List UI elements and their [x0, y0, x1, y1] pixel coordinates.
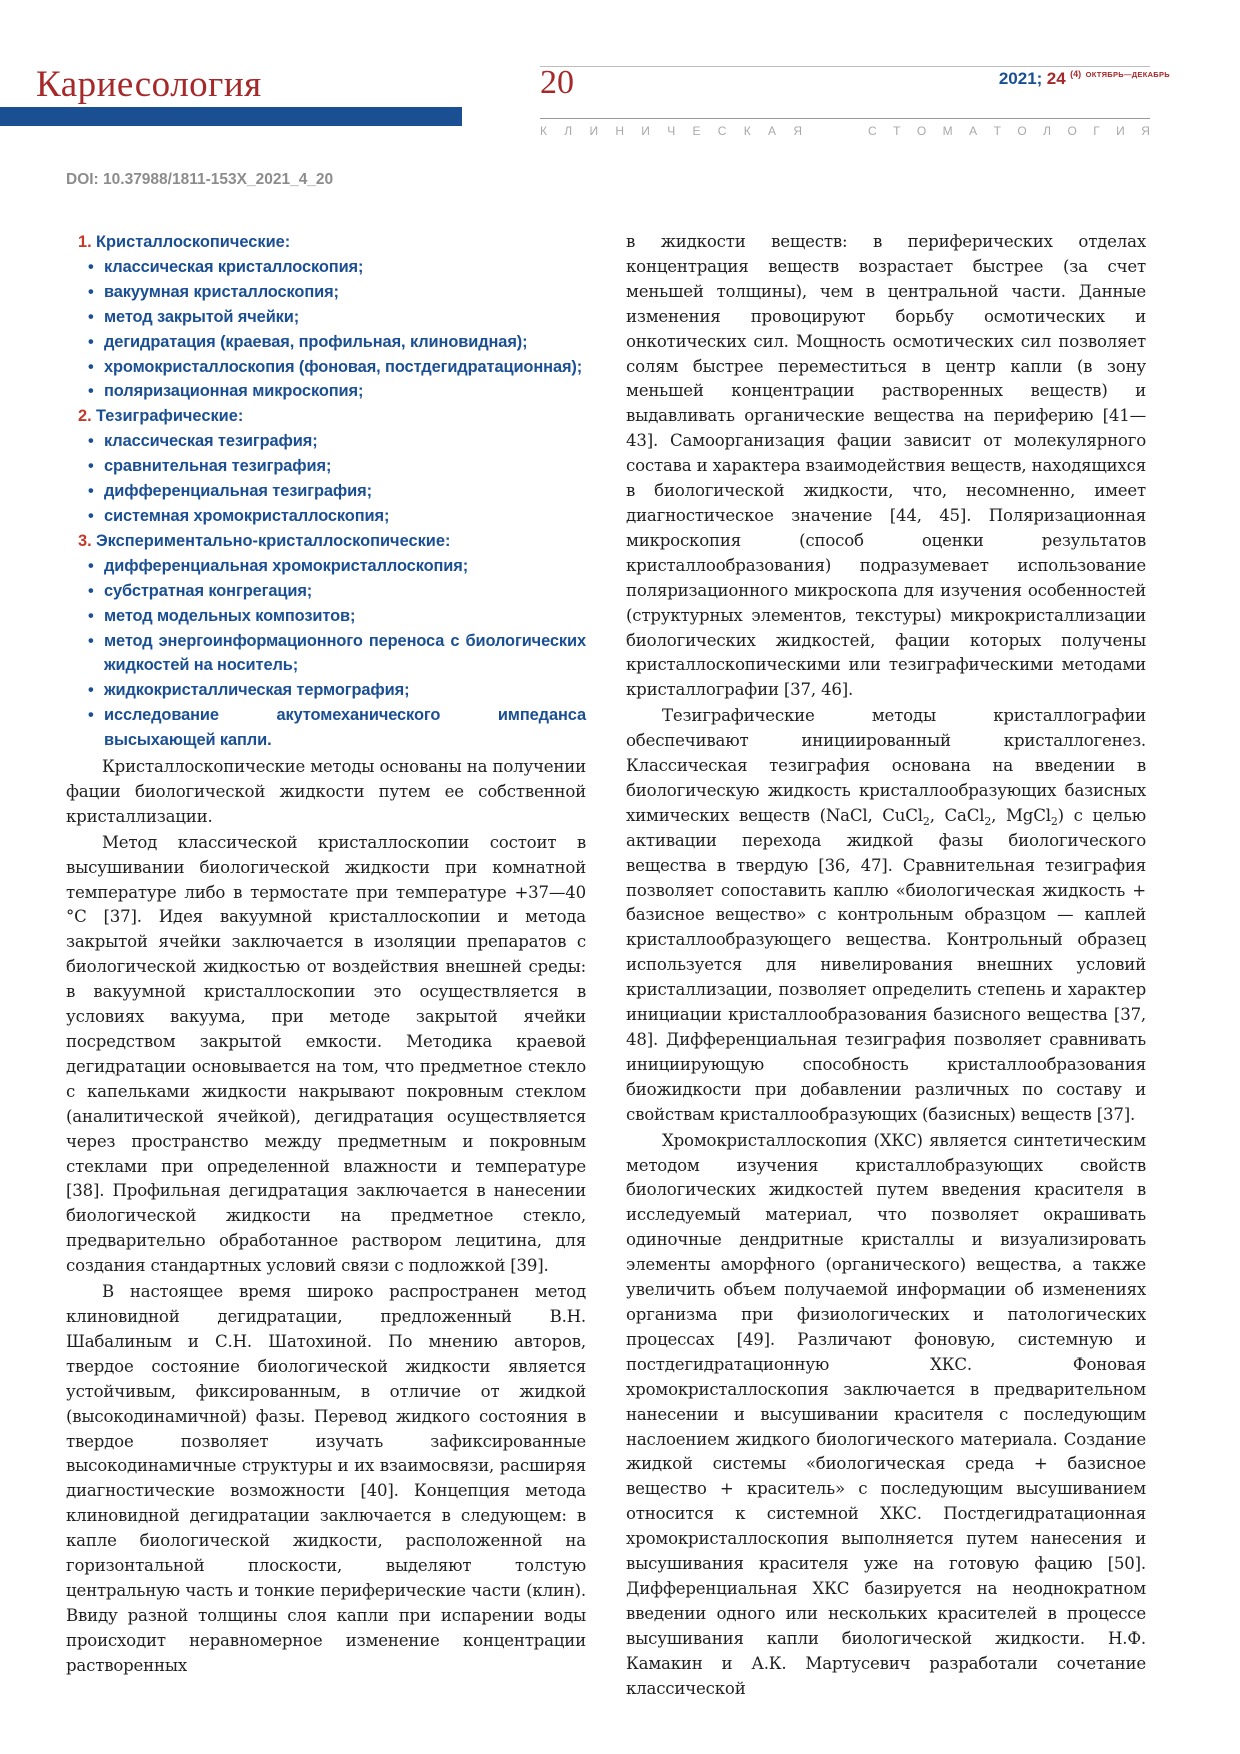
list-group-title: Экспериментально-кристаллоскопические:	[96, 531, 451, 550]
journal-letter: Я	[793, 124, 802, 138]
issue-volume: 24	[1046, 69, 1066, 88]
list-group-heading	[66, 230, 586, 255]
list-item: • сравнительная тезиграфия;	[66, 454, 586, 479]
section-color-bar	[0, 107, 462, 126]
journal-word-1	[540, 125, 802, 137]
list-group-heading	[66, 404, 586, 429]
list-item: • исследование акутомеханического импеданса высыхающей капли.	[66, 703, 586, 753]
list-group-number: 1.	[78, 233, 92, 251]
doi: DOI: 10.37988/1811-153X_2021_4_20	[66, 171, 334, 188]
subscript: 2	[984, 814, 992, 828]
list-item: • метод закрытой ячейки;	[66, 305, 586, 330]
subscript: 2	[922, 814, 930, 828]
journal-letter: С	[717, 124, 727, 138]
paragraph-tesigraphy	[626, 704, 1146, 1127]
section-title: Кариесология	[36, 64, 262, 105]
journal-letter: С	[868, 124, 877, 138]
list-item: • классическая кристаллоскопия;	[66, 255, 586, 280]
list-item: • системная хромокристаллоскопия;	[66, 504, 586, 529]
list-group-number: 2.	[78, 407, 92, 426]
list-item: • метод модельных композитов;	[66, 604, 586, 629]
header-rule-top	[540, 66, 1150, 67]
paragraph: Метод классической кристаллоскопии состоит в высушивании биологической жидкости при комнатной температуре либо в термостате при температуре +37—40 °C [37]. Идея вакуумной кристаллоскопии и метода закрытой ячейки заключается в изоляции препаратов с биологической жидкостью от воздействия внешней среды: в вакуумной кристаллоскопии это осуществляется в условиях вакуума, при методе закрытой ячейки посредством закрытой емкости. Методика краевой дегидратации основывается на том, что предметное стекло с капельками жидкости накрывают покровным стеклом (аналитической ячейкой), дегидратация осуществляется через пространство между предметным и покровным стеклами при определенной влажности и температуре [38]. Профильная дегидратация заключается в нанесении биологической жидкости на предметное стекло, предварительно обработанное раствором лецитина, для создания стандартных условий связи с подложкой [39].	[66, 832, 586, 1276]
text-run: , MgCl	[991, 805, 1051, 825]
list-item: • жидкокристаллическая термография;	[66, 678, 586, 703]
list-item: • дифференциальная тезиграфия;	[66, 479, 586, 504]
text-run: , CaCl	[929, 805, 985, 825]
text-run: Тезиграфические методы кристаллографии обеспечивают инициированный кристаллогенез. Классическая тезиграфия основана на введении в биологическую жидкость кристаллообразующих базисных химических веществ (NaCl, CuCl	[626, 706, 1146, 825]
journal-letter: И	[1116, 124, 1125, 138]
journal-letter: И	[641, 124, 650, 138]
list-item: • хромокристаллоскопия (фоновая, постдегидратационная);	[66, 355, 586, 380]
journal-letter: Н	[615, 124, 625, 138]
text-run: ) с целью активации перехода жидкой фазы биологического вещества в твердую [36, 47]. Сравнительная тезиграфия позволяет сопоставить каплю «биологическая жидкость + базисное вещество» с контрольным образцом — каплей кристаллообразующего вещества. Контрольный образец используется для нивелирования внешних условий кристаллизации, позволяет определить степень и характер инициации кристаллообразования базисного вещества [37, 48]. Дифференциальная тезиграфия позволяет сравнивать инициирующую способность кристаллообразования биожидкости при добавлении различных по составу и свойствам кристаллообразующих (базисных) веществ [37].	[626, 805, 1147, 1124]
paragraph: В настоящее время широко распространен метод клиновидной дегидратации, предложенный В.Н. Шабалиным и С.Н. Шатохиной. По мнению авторов, твердое состояние биологической жидкости является устойчивым, фиксированным, в отличие от жидкой (высокодинамичной) фазы. Перевод жидкого состояния в твердое позволяет изучать зафиксированные высокодинамичные структуры и их взаимосвязи, расширяя диагностические возможности [40]. Концепция метода клиновидной дегидратации заключается в следующем: в капле биологической жидкости, расположенной на горизонтальной плоскости, выделяют толстую центральную часть и тонкие периферические части (клин). Ввиду разной толщины слоя капли при испарении воды происходит неравномерное изменение концентрации растворенных	[66, 1282, 586, 1675]
journal-letter: О	[916, 124, 927, 138]
list-item: • метод энергоинформационного переноса с биологических жидкостей на носитель;	[66, 629, 586, 679]
right-column	[626, 230, 1146, 1701]
paragraph: Кристаллоскопические методы основаны на получении фации биологической жидкости путем ее собственной кристаллизации.	[66, 757, 586, 826]
list-item: • вакуумная кристаллоскопия;	[66, 280, 586, 305]
journal-letter: М	[942, 124, 953, 138]
paragraph: в жидкости веществ: в периферических отделах концентрация веществ возрастает быстрее (за счет меньшей толщины), чем в центральной части. Данные изменения провоцируют борьбу осмотических и онкотических сил. Мощность осмотических сил позволяет солям быстрее переместиться в центр капли (в зону меньшей концентрации растворенных веществ) и выдавливать органические вещества на периферию [41—43]. Самоорганизация фации зависит от молекулярного состава и характера взаимодействия веществ, находящихся в биологической жидкости, что, несомненно, имеет диагностическое значение [44, 45]. Поляризационная микроскопия (способ оценки результатов кристаллообразования) подразумевает использование поляризационного микроскопа для изучения особенностей (структурных элементов, текстуры) микрокристаллизации биологических жидкостей, фации которых получены кристаллоскопическими или тезиграфическими методами кристаллографии [37, 46].	[626, 232, 1146, 700]
paragraph: Хромокристаллоскопия (ХКС) является синтетическим методом изучения кристаллобразующих свойств биологических жидкостей путем введения красителя в исследуемый материал, что позволяет окрашивать одиночные дендритные кристаллы и визуализировать элементы аморфного (органического) вещества, а также увеличить объем получаемой информации об изменениях организма при физиологических и патологических процессах [49]. Различают фоновую, системную и постдегидратационную ХКС. Фоновая хромокристаллоскопия заключается в предварительном нанесении и высушивании красителя с последующим наслоением жидкого биологического материала. Создание жидкой системы «биологическая среда + базисное вещество + краситель» с последующим высушиванием относится к системной ХКС. Постдегидратационная хромокристаллоскопия выполняется путем нанесения и высушивания красителя уже на готовую фацию [50]. Дифференциальная ХКС базируется на неоднократном введении одного или нескольких красителей в процессе высушивания капли биологической жидкости. Н.Ф. Камакин и А.К. Мартусевич разработали сочетание классической	[626, 1130, 1146, 1698]
list-item: • субстратная конгрегация;	[66, 579, 586, 604]
issue-year: 2021;	[998, 69, 1043, 88]
list-item: • поляризационная микроскопия;	[66, 379, 586, 404]
left-column	[66, 230, 586, 1679]
journal-letter: Л	[1043, 124, 1051, 138]
journal-letter: К	[540, 124, 547, 138]
journal-letter: Я	[1141, 124, 1150, 138]
journal-letter: Г	[1093, 124, 1100, 138]
journal-letter: Ч	[667, 124, 676, 138]
journal-letter: О	[1067, 124, 1077, 138]
journal-word-2	[868, 125, 1150, 137]
journal-letter: К	[743, 124, 751, 138]
list-group-title: Тезиграфические:	[96, 407, 244, 426]
list-item: • классическая тезиграфия;	[66, 429, 586, 454]
list-group-title: Кристаллоскопические:	[96, 233, 291, 251]
journal-letter: Т	[893, 124, 901, 138]
journal-letter: Е	[692, 124, 701, 138]
list-group-heading	[66, 529, 586, 554]
journal-letter: И	[589, 124, 599, 138]
methods-list	[66, 230, 586, 753]
issue-number: (4)	[1070, 69, 1082, 79]
header-rule-bottom	[540, 118, 1150, 119]
list-group-number: 3.	[78, 531, 92, 550]
journal-letter: Т	[993, 124, 1001, 138]
subscript: 2	[1050, 814, 1058, 828]
page-number: 20	[540, 64, 574, 101]
list-item: • дегидратация (краевая, профильная, клиновидная);	[66, 330, 586, 355]
journal-letter: О	[1017, 124, 1027, 138]
issue-info	[999, 70, 1170, 88]
list-item: • дифференциальная хромокристаллоскопия;	[66, 554, 586, 579]
journal-letter: А	[768, 124, 777, 138]
journal-letter: А	[969, 124, 978, 138]
issue-period: ОКТЯБРЬ—ДЕКАБРЬ	[1085, 70, 1170, 79]
journal-name	[540, 125, 1150, 137]
journal-letter: Л	[564, 124, 573, 138]
